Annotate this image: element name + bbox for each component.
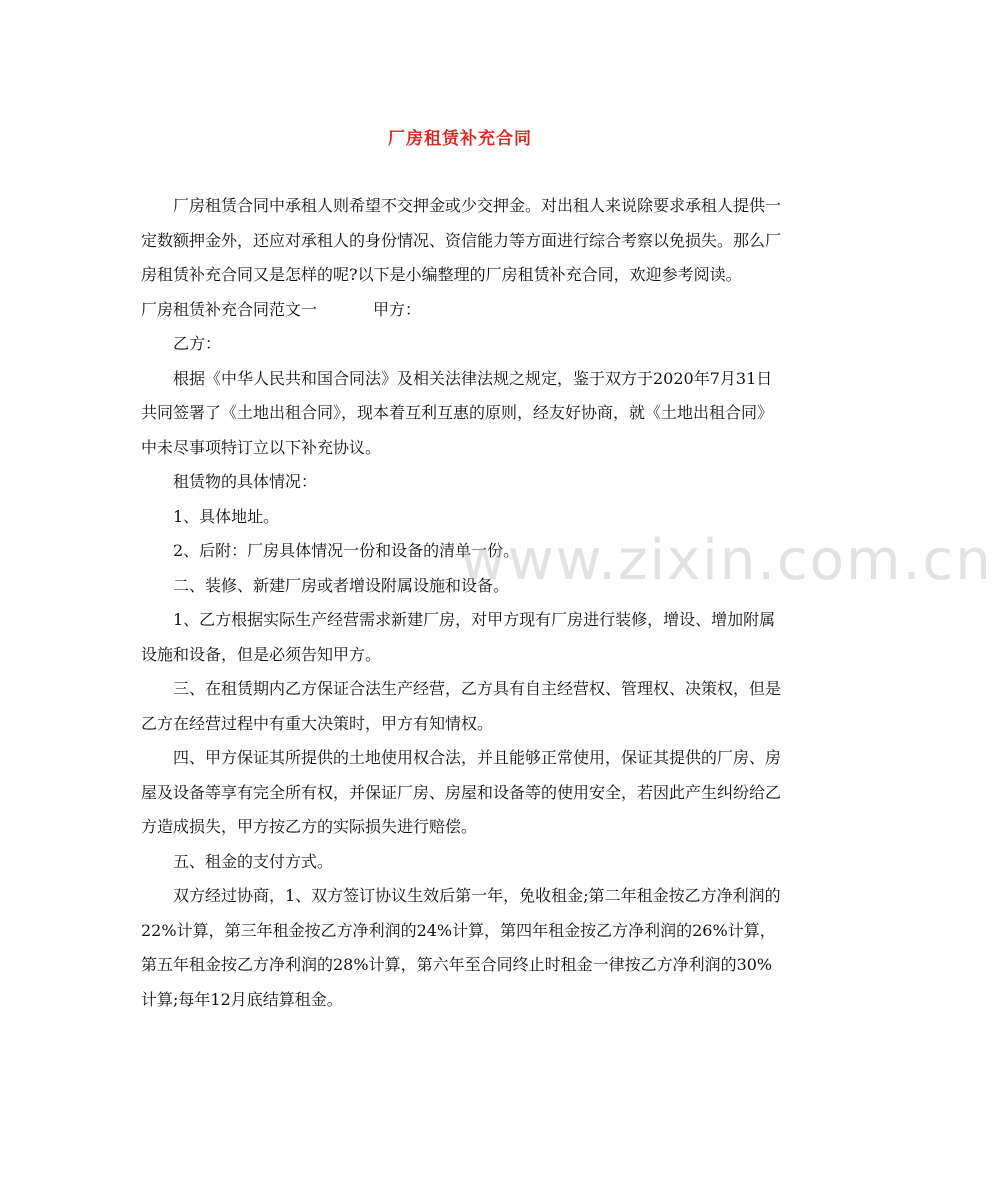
intro-paragraph: 厂房租赁合同中承租人则希望不交押金或少交押金。对出租人来说除要求承租人提供一定数额押金外，还应对承租人的身份情况、资信能力等方面进行综合考察以免损失。那么厂房租赁补充合同又是怎样的呢?以下是小编整理的厂房租赁补充合同，欢迎参考阅读。 [141,196,782,284]
clause-address: 1、具体地址。 [173,506,280,526]
clause-attachment: 2、后附：厂房具体情况一份和设备的清单一份。 [173,541,520,560]
section-renovation: 二、装修、新建厂房或者增设附属设施和设备。 [173,575,510,595]
section-payment: 五、租金的支付方式。 [173,851,334,871]
sample-heading-line [141,293,781,328]
watermark: www.zixin.com.cn [460,528,993,593]
document-body [141,189,781,1017]
sample-heading: 厂房租赁补充合同范文一 [141,299,318,319]
preamble-paragraph: 根据《中华人民共和国合同法》及相关法律法规之规定，鉴于双方于2020年7月31日共同签署了《土地出租合同》，现本着互利互惠的原则，经友好协商，就《土地出租合同》中未尽事项特订立以下补充协议。 [141,368,774,457]
document-title: 厂房租赁补充合同 [388,129,532,149]
party-b-label: 乙方： [173,334,222,353]
clause-payment: 双方经过协商，1、双方签订协议生效后第一年，免收租金;第二年租金按乙方净利润的22%计算，第三年租金按乙方净利润的24%计算，第四年租金按乙方净利润的26%计算，第五年租金按乙方净利润的28%计算，第六年至合同终止时租金一律按乙方净利润的30%计算;每年12月底结算租金。 [141,886,781,1009]
section-guarantee: 四、甲方保证其所提供的土地使用权合法，并且能够正常使用，保证其提供的厂房、房屋及设备等享有完全所有权，并保证厂房、房屋和设备等的使用安全，若因此产生纠纷给乙方造成损失，甲方按乙方的实际损失进行赔偿。 [141,748,782,836]
section-operation: 三、在租赁期内乙方保证合法生产经营，乙方具有自主经营权、管理权、决策权，但是乙方在经营过程中有重大决策时，甲方有知情权。 [141,679,782,733]
clause-renovation: 1、乙方根据实际生产经营需求新建厂房，对甲方现有厂房进行装修，增设、增加附属设施和设备，但是必须告知甲方。 [141,610,776,664]
party-a-label: 甲方： [373,299,422,319]
section-leased-property: 租赁物的具体情况： [173,472,318,491]
